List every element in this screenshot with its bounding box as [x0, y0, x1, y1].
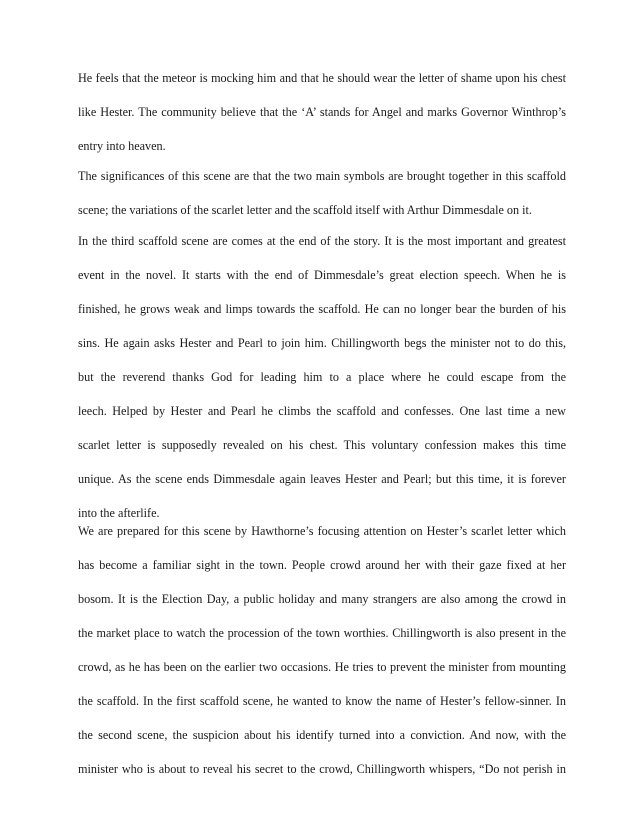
paragraph-4	[78, 523, 566, 795]
text-line: sins. He again asks Hester and Pearl to join him. Chillingworth begs the minister not to do this,	[78, 336, 566, 350]
text-line: crowd, as he has been on the earlier two occasions. He tries to prevent the minister from mounting	[78, 660, 566, 674]
text-line: scarlet letter is supposedly revealed on his chest. This voluntary confession makes this time	[78, 438, 566, 452]
text-line: The significances of this scene are that the two main symbols are brought together in this scaffold	[78, 169, 566, 183]
text-line: the scaffold. In the first scaffold scene, he wanted to know the name of Hester’s fellow-sinner. In	[78, 694, 566, 708]
paragraph-1	[78, 70, 566, 172]
text-line: minister who is about to reveal his secret to the crowd, Chillingworth whispers, “Do not perish in	[78, 762, 566, 776]
text-line: unique. As the scene ends Dimmesdale again leaves Hester and Pearl; but this time, it is forever	[78, 472, 566, 486]
text-line: has become a familiar sight in the town. People crowd around her with their gaze fixed at her	[78, 558, 566, 572]
text-line: leech. Helped by Hester and Pearl he climbs the scaffold and confesses. One last time a new	[78, 404, 566, 418]
text-line: In the third scaffold scene are comes at the end of the story. It is the most important and greatest	[78, 234, 566, 248]
paragraph-3	[78, 233, 566, 539]
paragraph-2	[78, 168, 566, 236]
text-line: like Hester. The community believe that the ‘A’ stands for Angel and marks Governor Winthrop’s	[78, 105, 566, 119]
text-line: entry into heaven.	[78, 139, 166, 153]
text-line: scene; the variations of the scarlet letter and the scaffold itself with Arthur Dimmesdale on it.	[78, 203, 532, 217]
text-line: bosom. It is the Election Day, a public holiday and many strangers are also among the crowd in	[78, 592, 566, 606]
text-line: the market place to watch the procession of the town worthies. Chillingworth is also present in the	[78, 626, 566, 640]
text-line: the second scene, the suspicion about his identify turned into a conviction. And now, with the	[78, 728, 566, 742]
text-line: into the afterlife.	[78, 506, 160, 520]
text-line: finished, he grows weak and limps towards the scaffold. He can no longer bear the burden of his	[78, 302, 566, 316]
text-line: He feels that the meteor is mocking him and that he should wear the letter of shame upon his chest	[78, 71, 566, 85]
text-line: We are prepared for this scene by Hawthorne’s focusing attention on Hester’s scarlet letter which	[78, 524, 566, 538]
text-line: event in the novel. It starts with the end of Dimmesdale’s great election speech. When he is	[78, 268, 566, 282]
text-line: but the reverend thanks God for leading him to a place where he could escape from the	[78, 370, 566, 384]
